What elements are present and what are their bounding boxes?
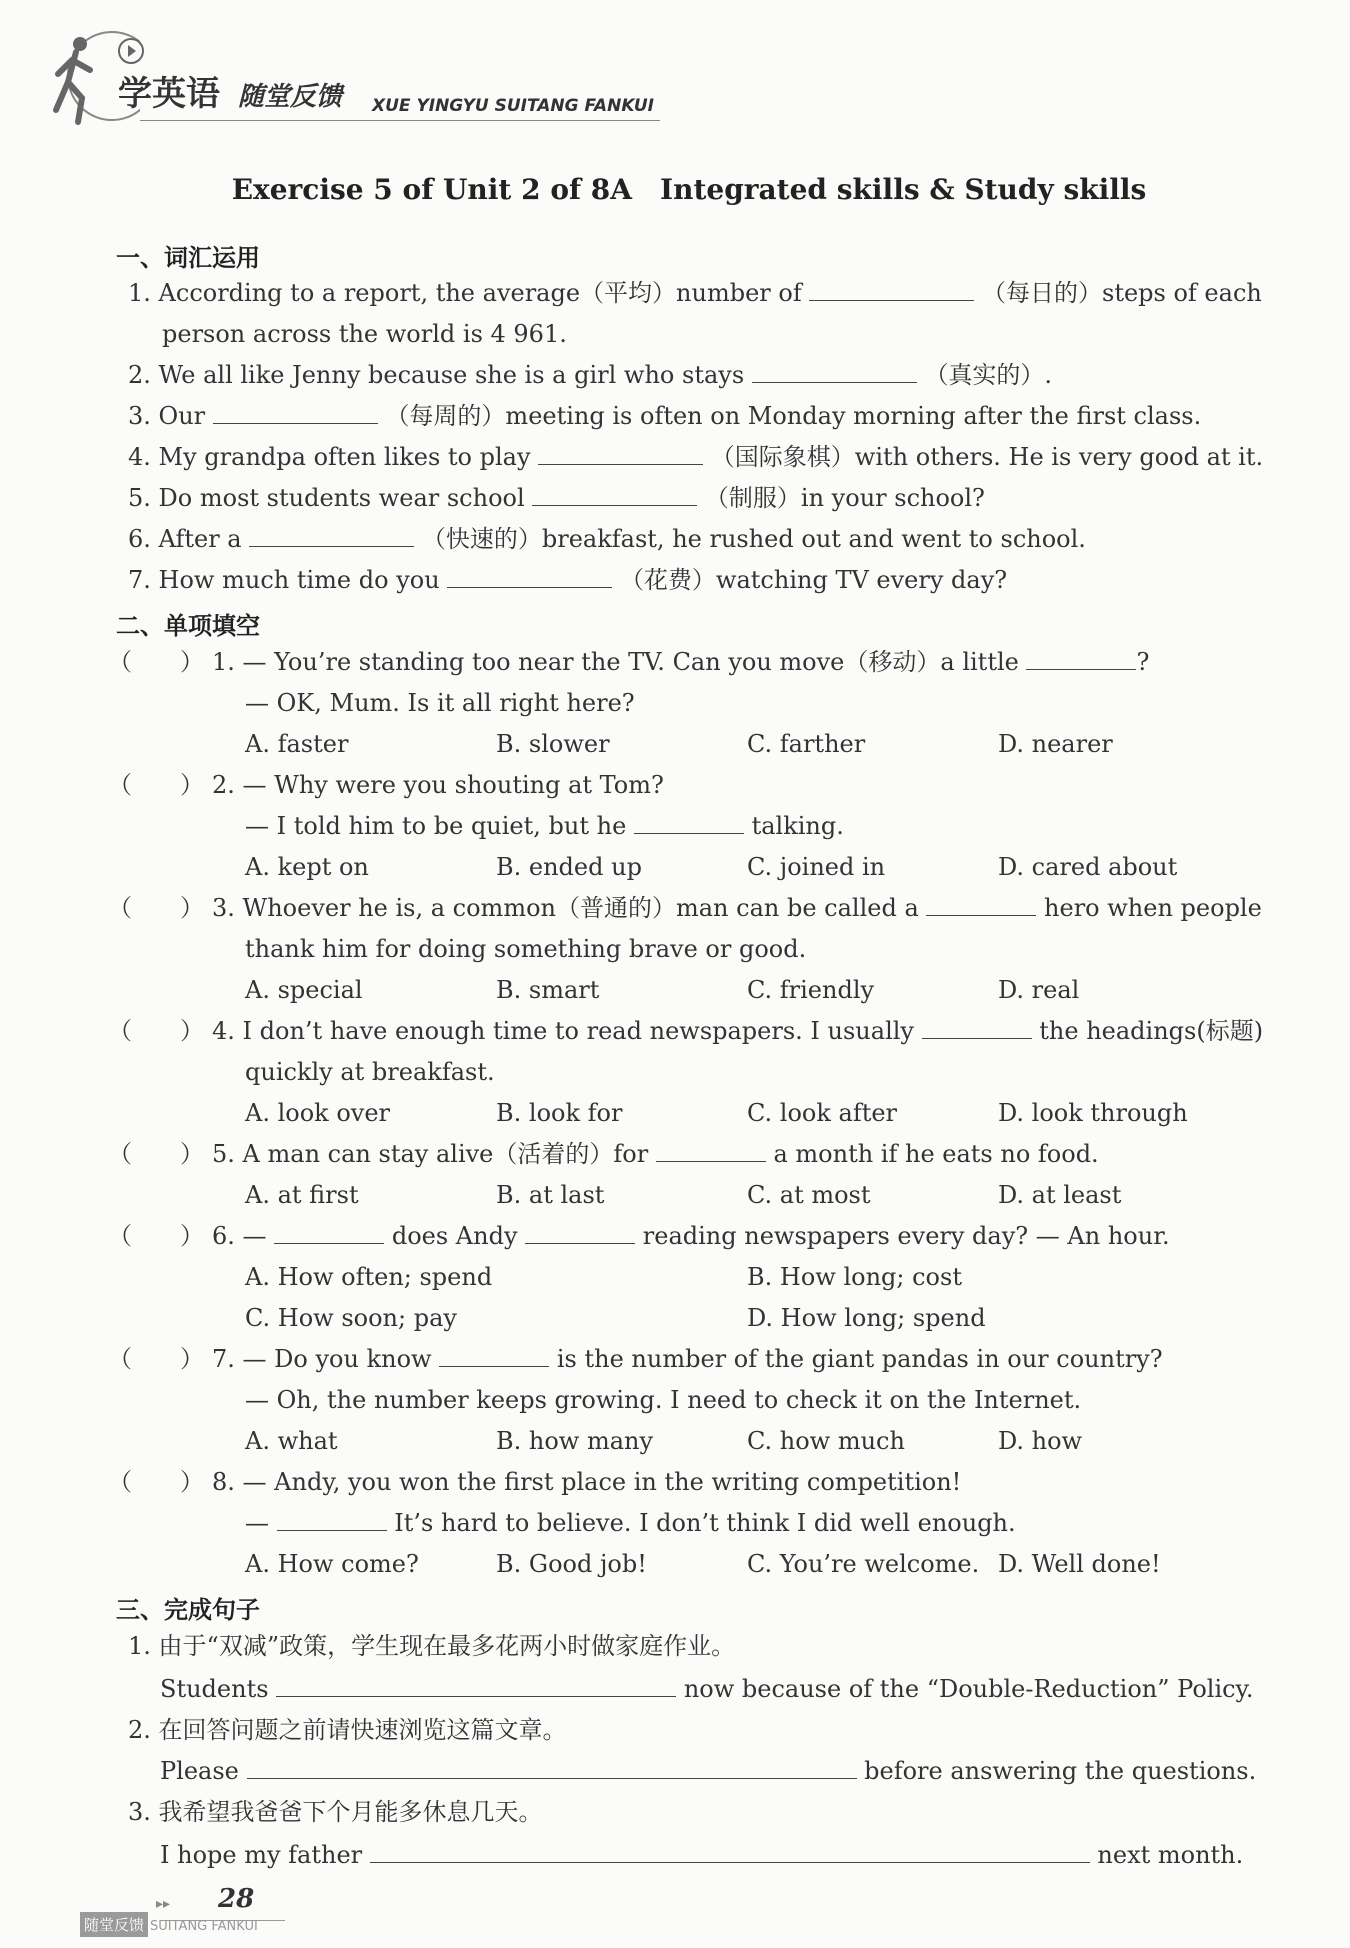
answer-paren[interactable]: （ ） (108, 1222, 204, 1250)
item-number: 3. (128, 402, 151, 430)
q5-option-d[interactable]: D. at least (998, 1181, 1122, 1209)
answer-paren[interactable]: （ ） (108, 894, 204, 922)
s3-item-1-en (160, 1674, 1254, 1704)
page-arrow-icon: ▸▸ (156, 1896, 171, 1912)
q4-option-c[interactable]: C. look after (747, 1099, 898, 1127)
item-number: 4. (128, 443, 151, 471)
q2-option-c[interactable]: C. joined in (747, 853, 886, 881)
question-text: does Andy (391, 1222, 518, 1250)
q8-option-a[interactable]: A. How come? (245, 1550, 419, 1578)
q2-option-b[interactable]: B. ended up (496, 853, 642, 881)
q2-option-d[interactable]: D. cared about (998, 853, 1178, 881)
question-number: 1. (212, 648, 235, 676)
q8-option-d[interactable]: D. Well done! (998, 1550, 1161, 1578)
question-text: reading newspapers every day? — An hour. (642, 1222, 1170, 1250)
s1-item-1 (128, 278, 1262, 308)
sentence-end: before answering the questions. (864, 1757, 1257, 1785)
answer-blank[interactable] (370, 1840, 1090, 1863)
item-text: （花费）watching TV every day? (619, 566, 1008, 594)
q7-option-c[interactable]: C. how much (747, 1427, 905, 1455)
q8-line2 (245, 1508, 1016, 1538)
header-brand-cn2: 随堂反馈 (238, 82, 343, 112)
item-text: （每日的）steps of each (982, 279, 1262, 307)
q1-option-c[interactable]: C. farther (747, 730, 866, 758)
footer-brand-en: SUITANG FANKUI (150, 1919, 258, 1934)
q3-option-c[interactable]: C. friendly (747, 976, 875, 1004)
s3-item-1-cn (128, 1631, 735, 1661)
answer-blank[interactable] (752, 360, 917, 383)
answer-blank[interactable] (447, 565, 612, 588)
question-text: the headings(标题) (1039, 1017, 1264, 1045)
q5-line1 (212, 1139, 1099, 1169)
question-text: — Andy, you won the first place in the writing competition! (242, 1468, 962, 1496)
s1-item-1-cont: person across the world is 4 961. (162, 320, 567, 348)
question-number: 4. (212, 1017, 235, 1045)
question-text: It’s hard to believe. I don’t think I did well enough. (394, 1509, 1016, 1537)
sentence-end: now because of the “Double-Reduction” Policy. (683, 1675, 1254, 1703)
item-text: （真实的）. (924, 361, 1053, 389)
s3-item-3-en (160, 1840, 1243, 1870)
question-text: is the number of the giant pandas in our country? (556, 1345, 1163, 1373)
question-text: a month if he eats no food. (773, 1140, 1099, 1168)
item-text: （制服）in your school? (704, 484, 985, 512)
question-number: 8. (212, 1468, 235, 1496)
q3-line1 (212, 893, 1262, 923)
answer-blank[interactable] (525, 1221, 635, 1244)
q4-line2: quickly at breakfast. (245, 1058, 495, 1086)
answer-blank[interactable] (1026, 647, 1136, 670)
answer-paren[interactable]: （ ） (108, 771, 204, 799)
s3-item-2-en (160, 1756, 1256, 1786)
q7-option-d[interactable]: D. how (998, 1427, 1083, 1455)
answer-blank[interactable] (634, 811, 744, 834)
q5-option-b[interactable]: B. at last (496, 1181, 605, 1209)
answer-blank[interactable] (656, 1139, 766, 1162)
q4-option-a[interactable]: A. look over (245, 1099, 391, 1127)
q2-line2 (245, 811, 844, 841)
item-number: 6. (128, 525, 151, 553)
item-text: According to a report, the average（平均）number of (158, 279, 802, 307)
s1-item-5 (128, 483, 985, 513)
item-text: Do most students wear school (158, 484, 525, 512)
item-text: （快速的）breakfast, he rushed out and went to school. (421, 525, 1086, 553)
s1-item-3 (128, 401, 1201, 431)
q7-option-a[interactable]: A. what (245, 1427, 338, 1455)
question-text: — (245, 1509, 269, 1537)
question-number: 7. (212, 1345, 235, 1373)
q2-line1 (212, 770, 664, 800)
question-text: Whoever he is, a common（普通的）man can be called a (242, 894, 919, 922)
q7-line2: — Oh, the number keeps growing. I need to check it on the Internet. (245, 1386, 1082, 1414)
q3-option-a[interactable]: A. special (245, 976, 363, 1004)
question-text: — (242, 1222, 267, 1250)
question-number: 2. (212, 771, 235, 799)
chinese-sentence: 在回答问题之前请快速浏览这篇文章。 (158, 1716, 567, 1744)
item-text: My grandpa often likes to play (158, 443, 531, 471)
s1-item-6 (128, 524, 1086, 554)
q3-option-d[interactable]: D. real (998, 976, 1080, 1004)
s1-item-7 (128, 565, 1007, 595)
question-number: 6. (212, 1222, 235, 1250)
answer-blank[interactable] (249, 524, 414, 547)
q4-option-b[interactable]: B. look for (496, 1099, 623, 1127)
q6-line1 (212, 1221, 1170, 1251)
q7-option-b[interactable]: B. how many (496, 1427, 654, 1455)
q5-option-c[interactable]: C. at most (747, 1181, 871, 1209)
question-text: I don’t have enough time to read newspapers. I usually (242, 1017, 914, 1045)
answer-blank[interactable] (274, 1221, 384, 1244)
q2-option-a[interactable]: A. kept on (245, 853, 369, 881)
answer-blank[interactable] (439, 1344, 549, 1367)
item-text: After a (158, 525, 242, 553)
question-text: — You’re standing too near the TV. Can you move（移动）a little (242, 648, 1019, 676)
item-number: 5. (128, 484, 151, 512)
item-number: 3. (128, 1798, 151, 1826)
answer-paren[interactable]: （ ） (108, 1017, 204, 1045)
q4-option-d[interactable]: D. look through (998, 1099, 1188, 1127)
question-text: ? (1136, 648, 1150, 676)
item-number: 1. (128, 279, 151, 307)
q6-option-b[interactable]: B. How long; cost (747, 1263, 962, 1291)
play-icon (118, 38, 144, 64)
question-text: hero when people (1044, 894, 1262, 922)
q1-option-a[interactable]: A. faster (245, 730, 349, 758)
item-text: （国际象棋）with others. He is very good at it. (710, 443, 1264, 471)
question-text: A man can stay alive（活着的）for (242, 1140, 649, 1168)
s3-item-2-cn (128, 1715, 567, 1745)
chinese-sentence: 我希望我爸爸下个月能多休息几天。 (158, 1798, 543, 1826)
header-rule (140, 120, 660, 121)
q5-option-a[interactable]: A. at first (245, 1181, 359, 1209)
s3-item-3-cn (128, 1797, 543, 1827)
item-number: 2. (128, 361, 151, 389)
question-text: — Do you know (242, 1345, 432, 1373)
question-text: talking. (751, 812, 844, 840)
question-number: 5. (212, 1140, 235, 1168)
header-brand-cn: 学英语 (118, 74, 220, 114)
item-text: （每周的）meeting is often on Monday morning after the first class. (385, 402, 1202, 430)
question-number: 3. (212, 894, 235, 922)
answer-blank[interactable] (926, 893, 1036, 916)
q4-line1 (212, 1016, 1263, 1046)
q8-line1 (212, 1467, 961, 1497)
sentence-start: I hope my father (160, 1841, 363, 1869)
answer-blank[interactable] (277, 1508, 387, 1531)
q8-option-b[interactable]: B. Good job! (496, 1550, 647, 1578)
q1-option-d[interactable]: D. nearer (998, 730, 1113, 758)
q6-option-a[interactable]: A. How often; spend (245, 1263, 493, 1291)
q1-option-b[interactable]: B. slower (496, 730, 610, 758)
q8-option-c[interactable]: C. You’re welcome. (747, 1550, 980, 1578)
q6-option-c[interactable]: C. How soon; pay (245, 1304, 457, 1332)
footer-brand (80, 1912, 258, 1937)
sentence-start: Students (160, 1675, 269, 1703)
answer-blank[interactable] (276, 1674, 676, 1697)
page-number: 28 (218, 1884, 255, 1914)
answer-blank[interactable] (532, 483, 697, 506)
sentence-end: next month. (1097, 1841, 1244, 1869)
s1-item-2 (128, 360, 1052, 390)
sentence-start: Please (160, 1757, 239, 1785)
item-number: 1. (128, 1632, 151, 1660)
item-text: How much time do you (158, 566, 440, 594)
answer-paren[interactable]: （ ） (108, 1468, 204, 1496)
item-text: We all like Jenny because she is a girl who stays (158, 361, 745, 389)
q7-line1 (212, 1344, 1163, 1374)
item-number: 2. (128, 1716, 151, 1744)
answer-blank[interactable] (213, 401, 378, 424)
q1-line2: — OK, Mum. Is it all right here? (245, 689, 635, 717)
answer-blank[interactable] (809, 278, 974, 301)
answer-paren[interactable]: （ ） (108, 648, 204, 676)
question-text: — Why were you shouting at Tom? (242, 771, 664, 799)
chinese-sentence: 由于“双减”政策，学生现在最多花两小时做家庭作业。 (158, 1632, 736, 1660)
page-title: Exercise 5 of Unit 2 of 8A Integrated skills & Study skills (231, 173, 1147, 206)
answer-blank[interactable] (247, 1756, 857, 1779)
section2-heading: 二、单项填空 (116, 612, 260, 640)
item-number: 7. (128, 566, 151, 594)
q1-line1 (212, 647, 1149, 677)
answer-blank[interactable] (922, 1016, 1032, 1039)
q6-option-d[interactable]: D. How long; spend (747, 1304, 986, 1332)
q3-option-b[interactable]: B. smart (496, 976, 600, 1004)
footer-brand-cn: 随堂反馈 (80, 1912, 148, 1937)
item-text: Our (158, 402, 206, 430)
section3-heading: 三、完成句子 (116, 1596, 260, 1624)
answer-blank[interactable] (538, 442, 703, 465)
answer-paren[interactable]: （ ） (108, 1345, 204, 1373)
section1-heading: 一、词汇运用 (116, 244, 260, 272)
header-brand-en: XUE YINGYU SUITANG FANKUI (372, 96, 655, 116)
question-text: — I told him to be quiet, but he (245, 812, 627, 840)
answer-paren[interactable]: （ ） (108, 1140, 204, 1168)
s1-item-4 (128, 442, 1263, 472)
q3-line2: thank him for doing something brave or good. (245, 935, 807, 963)
